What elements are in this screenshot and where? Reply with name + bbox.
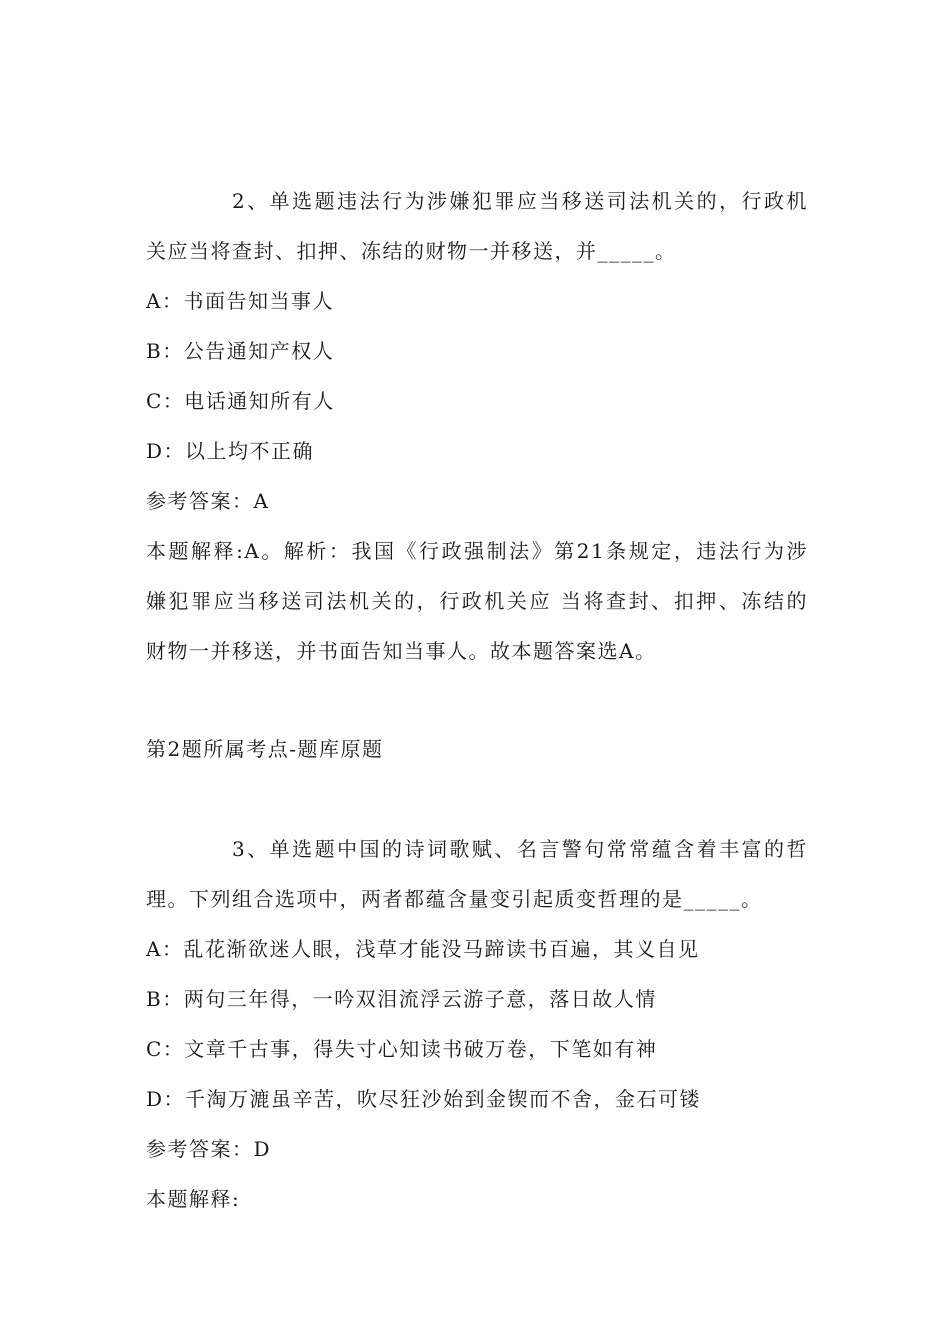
q3-option-c: C：文章千古事，得失寸心知读书破万卷，下笔如有神 [146,1037,658,1061]
q3-stem-line-2: 理。下列组合选项中，两者都蕴含量变引起质变哲理的是_____。 [146,887,763,911]
q2-answer: 参考答案：A [146,489,270,513]
q2-option-a: A：书面告知当事人 [146,289,334,313]
q2-stem-line-2: 关应当将查封、扣押、冻结的财物一并移送，并_____。 [146,239,677,263]
q2-knowledge-point: 第2题所属考点-题库原题 [146,737,384,761]
q2-option-b: B：公告通知产权人 [146,339,335,363]
q2-option-c: C：电话通知所有人 [146,389,335,413]
q2-explanation-line-2: 嫌犯罪应当移送司法机关的，行政机关应 当将查封、扣押、冻结的 [146,589,808,613]
q3-answer: 参考答案：D [146,1137,272,1161]
q2-stem-line-1: 2、单选题违法行为涉嫌犯罪应当移送司法机关的，行政机 [232,189,808,213]
q3-option-b: B：两句三年得，一吟双泪流浮云游子意，落日故人情 [146,987,657,1011]
q3-option-a: A：乱花渐欲迷人眼，浅草才能没马蹄读书百遍，其义自见 [146,937,700,961]
q3-stem-line-1: 3、单选题中国的诗词歌赋、名言警句常常蕴含着丰富的哲 [232,837,808,861]
q2-option-d: D：以上均不正确 [146,439,315,463]
q3-option-d: D：千淘万漉虽辛苦，吹尽狂沙始到金锲而不舍，金石可镂 [146,1087,702,1111]
q2-explanation-line-1: 本题解释:A。解析：我国《行政强制法》第21条规定，违法行为涉 [146,539,808,563]
q2-explanation-line-3: 财物一并移送，并书面告知当事人。故本题答案选A。 [146,639,657,663]
q3-explanation-label: 本题解释: [146,1187,241,1211]
